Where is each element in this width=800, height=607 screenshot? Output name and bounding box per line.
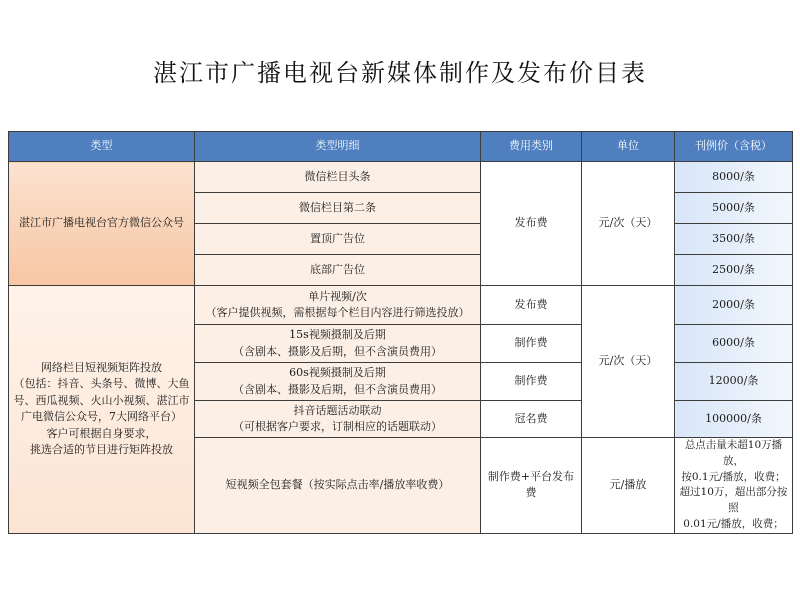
price-cell: 2000/条 (675, 286, 793, 325)
package-price-cell (675, 438, 793, 534)
detail-cell (195, 325, 481, 363)
detail-line: 60s视频摄制及后期 (289, 366, 386, 379)
detail-cell: 底部广告位 (195, 255, 481, 286)
price-cell: 100000/条 (675, 401, 793, 438)
unit-cell: 元/次（天） (582, 286, 675, 438)
detail-cell: 置顶广告位 (195, 224, 481, 255)
price-table (8, 131, 793, 534)
price-cell: 2500/条 (675, 255, 793, 286)
detail-cell (195, 401, 481, 438)
price-cell: 6000/条 (675, 325, 793, 363)
category-line: （包括：抖音、头条号、微博、大鱼 (13, 377, 190, 391)
price-note-line: 总点击量未超10万播放， (684, 439, 783, 467)
header-detail: 类型明细 (195, 132, 481, 162)
header-row (9, 132, 793, 162)
table-row (9, 162, 793, 193)
page-title: 湛江市广播电视台新媒体制作及发布价目表 (153, 59, 647, 87)
fee-type-cell: 制作费 (481, 325, 582, 363)
unit-cell: 元/次（天） (582, 162, 675, 286)
category-video (9, 286, 195, 534)
price-note-line: 超过10万，超出部分按照 (679, 486, 788, 514)
detail-line: （可根据客户要求，订制相应的话题联动） (233, 420, 442, 433)
detail-cell (195, 286, 481, 325)
detail-line: 15s视频摄制及后期 (289, 328, 386, 341)
detail-line: （含剧本、摄影及后期，但不含演员费用） (233, 382, 442, 396)
detail-line: （客户提供视频，需根据每个栏目内容进行筛选投放） (205, 306, 470, 319)
fee-type-cell: 发布费 (481, 286, 582, 325)
price-note-line: 0.01元/播放，收费； (683, 517, 784, 530)
fee-type-cell: 制作费+平台发布费 (481, 438, 582, 534)
category-line: 客户可根据自身要求， (46, 426, 157, 440)
price-note-line: 按0.1元/播放，收费； (681, 470, 786, 483)
header-fee-type: 费用类别 (481, 132, 582, 162)
unit-cell: 元/播放 (582, 438, 675, 534)
header-price: 刊例价（含税） (675, 132, 793, 162)
detail-cell: 短视频全包套餐（按实际点击率/播放率收费） (195, 438, 481, 534)
price-cell: 5000/条 (675, 193, 793, 224)
price-cell: 8000/条 (675, 162, 793, 193)
detail-cell: 微信栏目头条 (195, 162, 481, 193)
header-unit: 单位 (582, 132, 675, 162)
category-line: 挑选合适的节目进行矩阵投放 (30, 443, 173, 457)
fee-type-cell: 冠名费 (481, 401, 582, 438)
category-wechat: 湛江市广播电视台官方微信公众号 (9, 162, 195, 286)
fee-type-cell: 制作费 (481, 363, 582, 401)
price-cell: 3500/条 (675, 224, 793, 255)
detail-line: （含剧本、摄影及后期，但不含演员费用） (233, 344, 442, 358)
detail-cell (195, 363, 481, 401)
detail-line: 抖音话题活动联动 (293, 403, 382, 417)
header-type: 类型 (9, 132, 195, 162)
detail-line: 单片视频/次 (308, 289, 367, 303)
table-row (9, 286, 793, 325)
fee-type-cell: 发布费 (481, 162, 582, 286)
category-line: 网络栏目短视频矩阵投放 (41, 360, 162, 374)
category-line: 广电微信公众号，7大网络平台） (21, 410, 182, 424)
detail-cell: 微信栏目第二条 (195, 193, 481, 224)
price-cell: 12000/条 (675, 363, 793, 401)
category-line: 号、西瓜视频、火山小视频、湛江市 (13, 393, 190, 407)
